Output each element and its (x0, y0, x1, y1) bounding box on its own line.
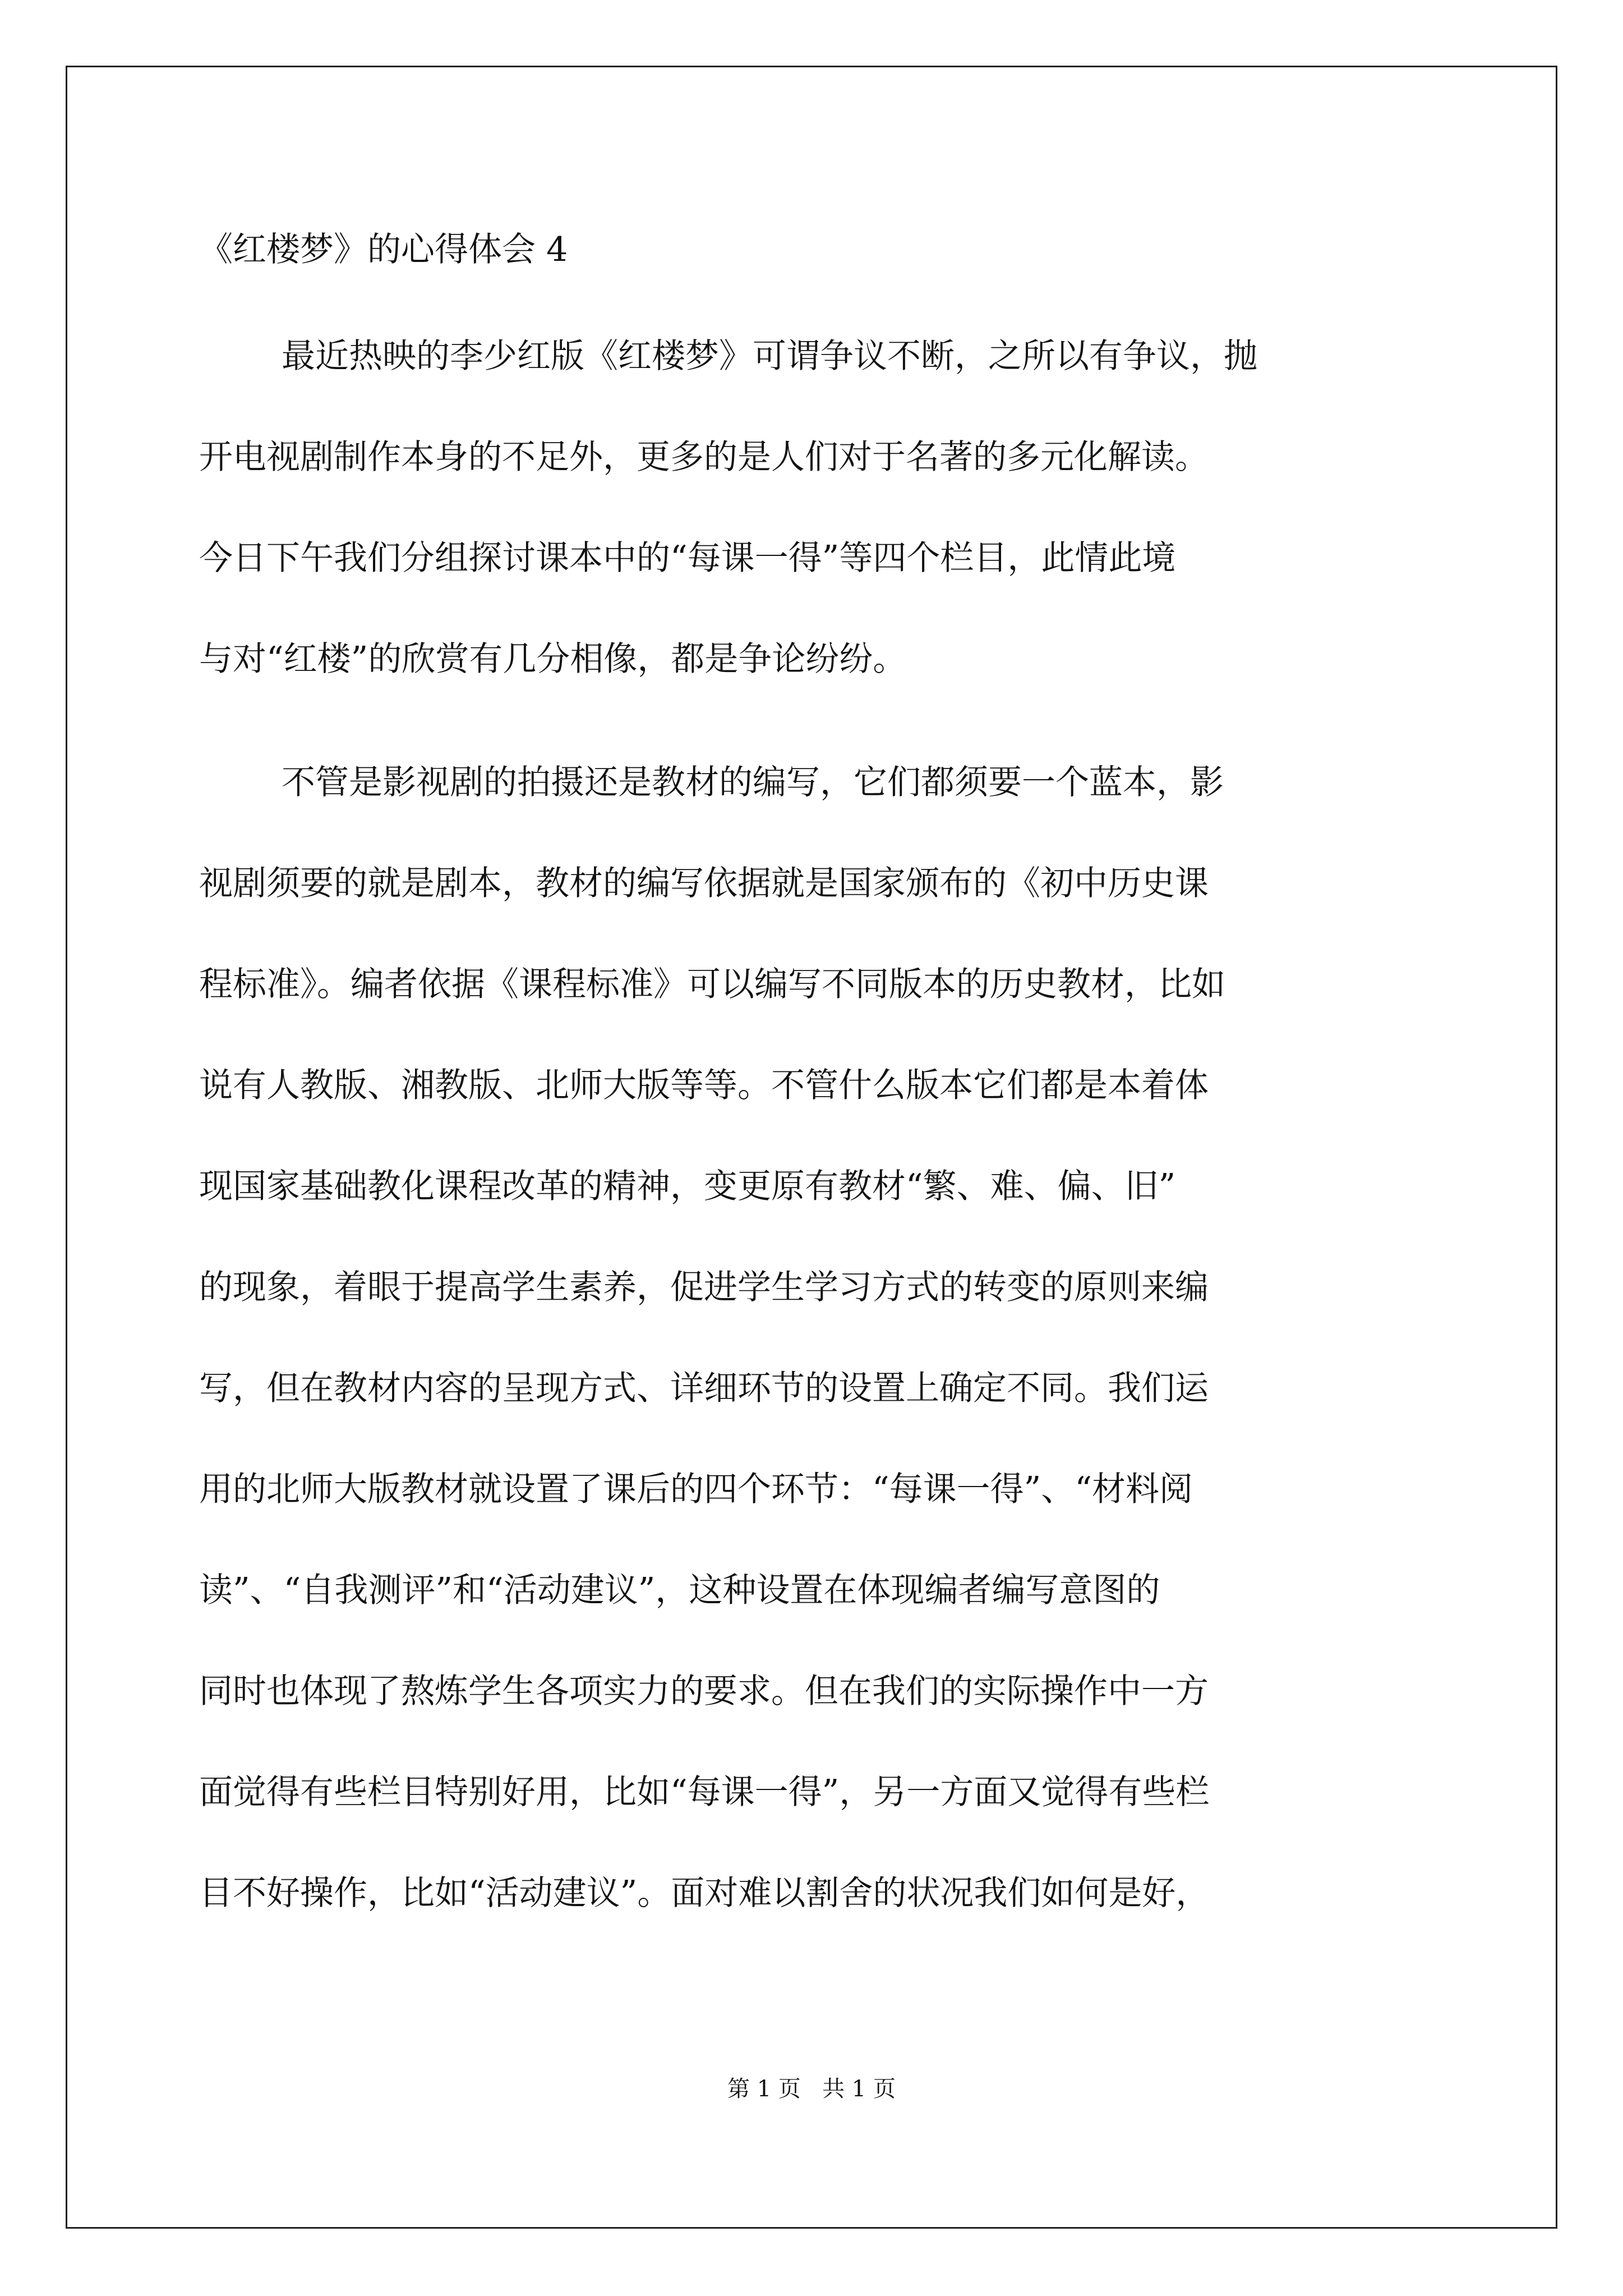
paragraph-2-line-9: 读”、“自我测评”和“活动建议”，这种设置在体现编者编写意图的 (199, 1571, 1160, 1610)
paragraph-2-line-5: 现国家基础教化课程改革的精神，变更原有教材“繁、难、偏、旧” (199, 1167, 1176, 1206)
page-footer: 第 1 页 共 1 页 (727, 2076, 896, 2102)
paragraph-1-line-4: 与对“红楼”的欣赏有几分相像，都是争论纷纷。 (199, 639, 907, 679)
paragraph-1-line-3: 今日下午我们分组探讨课本中的“每课一得”等四个栏目，此情此境 (199, 539, 1176, 578)
paragraph-1-line-1: 最近热映的李少红版《红楼梦》可谓争议不断，之所以有争议，抛 (282, 337, 1257, 376)
paragraph-2-line-1: 不管是影视剧的拍摄还是教材的编写，它们都须要一个蓝本，影 (282, 763, 1224, 802)
paragraph-2-line-2: 视剧须要的就是剧本，教材的编写依据就是国家颁布的《初中历史课 (199, 864, 1209, 903)
paragraph-2-line-3: 程标准》。编者依据《课程标准》可以编写不同版本的历史教材，比如 (199, 965, 1225, 1004)
document-title: 《红楼梦》的心得体会 4 (199, 230, 568, 269)
paragraph-2-line-11: 面觉得有些栏目特别好用，比如“每课一得”，另一方面又觉得有些栏 (199, 1773, 1210, 1812)
paragraph-1-line-2: 开电视剧制作本身的不足外，更多的是人们对于名著的多元化解读。 (199, 438, 1209, 477)
paragraph-2-line-6: 的现象，着眼于提高学生素养，促进学生学习方式的转变的原则来编 (199, 1268, 1209, 1307)
paragraph-2-line-7: 写，但在教材内容的呈现方式、详细环节的设置上确定不同。我们运 (199, 1369, 1209, 1408)
paragraph-2-line-4: 说有人教版、湘教版、北师大版等等。不管什么版本它们都是本着体 (199, 1066, 1209, 1105)
paragraph-2-line-8: 用的北师大版教材就设置了课后的四个环节：“每课一得”、“材料阅 (199, 1470, 1193, 1509)
paragraph-2-line-12: 目不好操作，比如“活动建议”。面对难以割舍的状况我们如何是好， (199, 1874, 1210, 1913)
paragraph-2-line-10: 同时也体现了熬炼学生各项实力的要求。但在我们的实际操作中一方 (199, 1672, 1209, 1711)
